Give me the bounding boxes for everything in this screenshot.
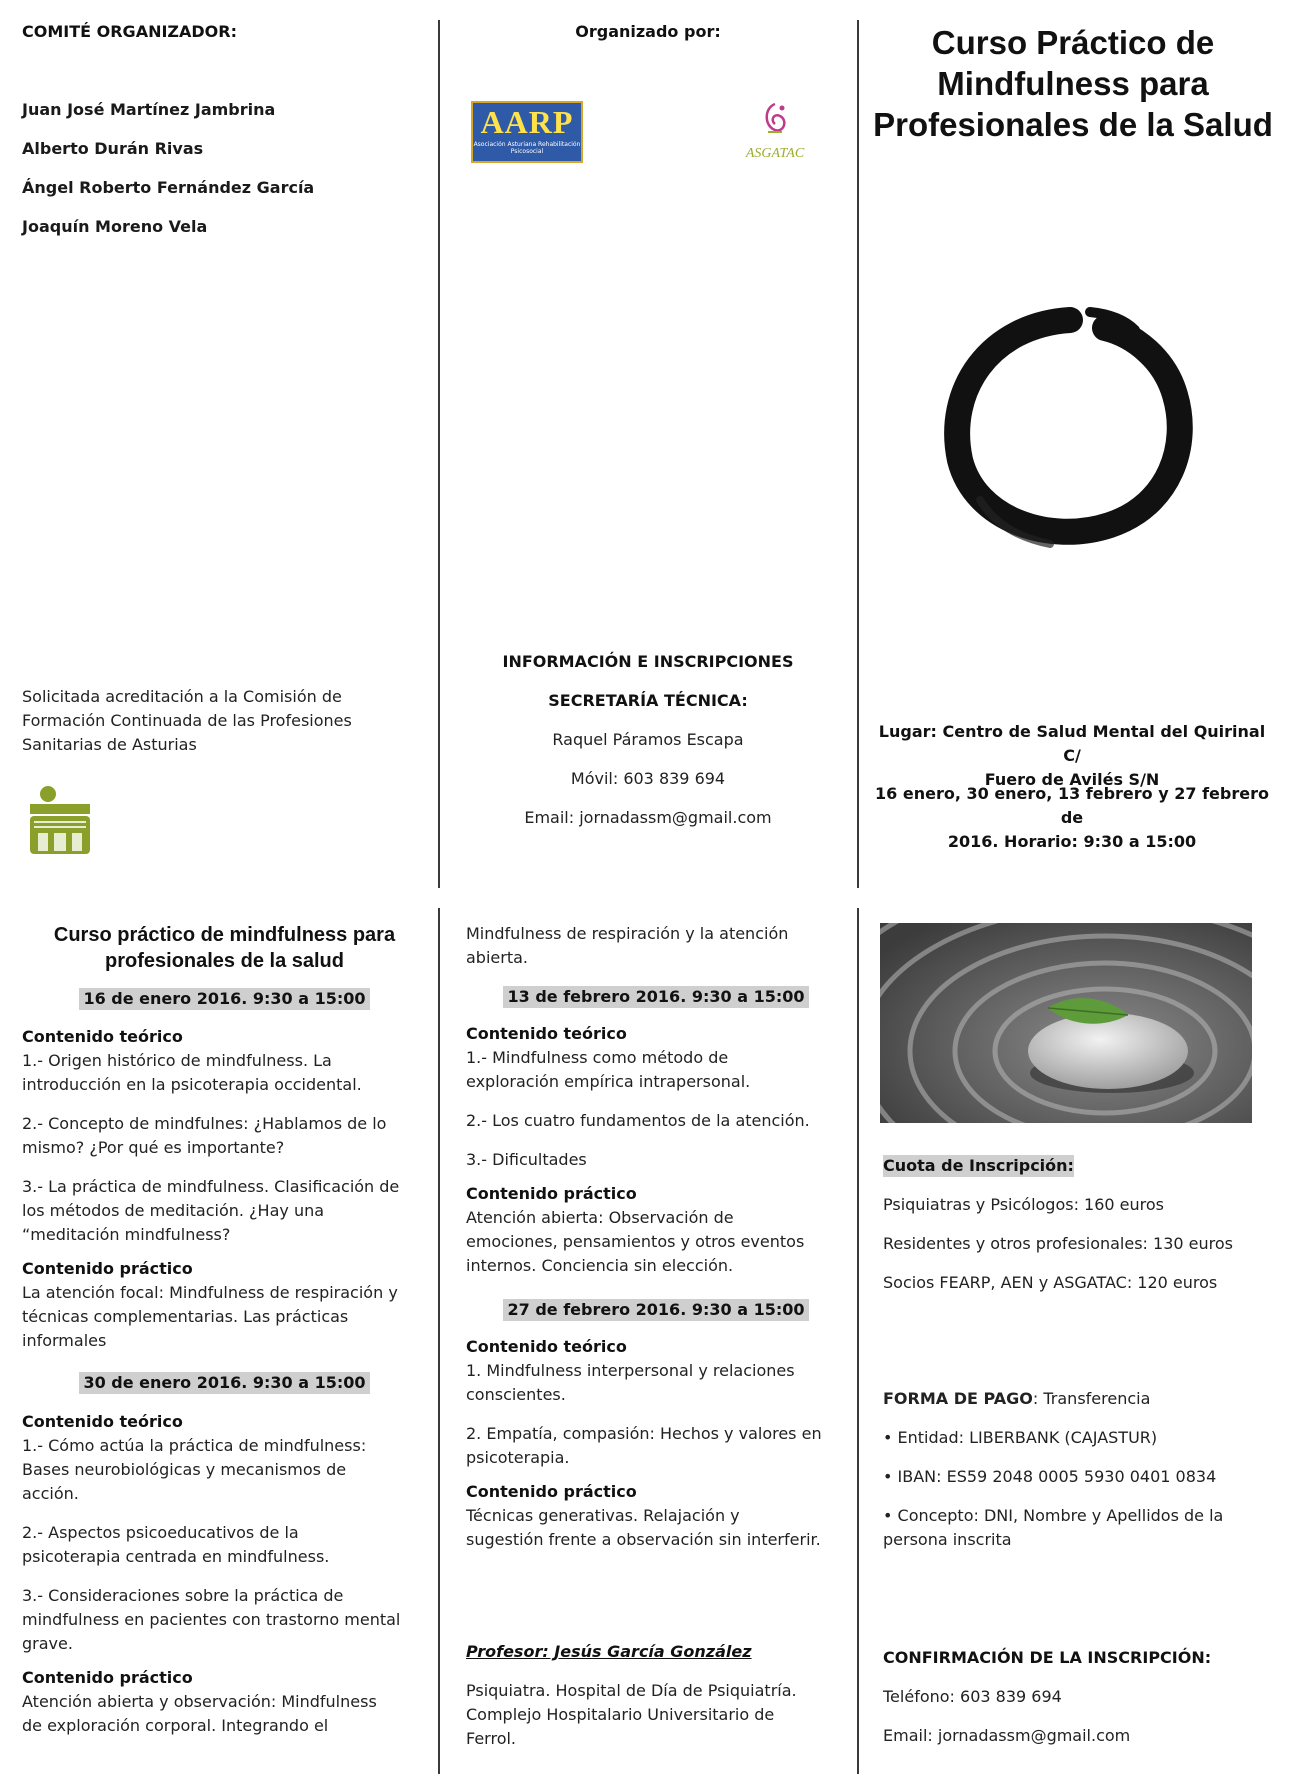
session-date bbox=[466, 986, 846, 1008]
enso-circle-image bbox=[920, 300, 1210, 560]
session-date bbox=[22, 1372, 427, 1394]
professor-name: Profesor: Jesús García González bbox=[466, 1642, 752, 1661]
content-line: abierta. bbox=[466, 948, 528, 967]
session-date bbox=[22, 988, 427, 1010]
aarp-logo-text: AARP bbox=[480, 104, 574, 140]
content-line: mismo? ¿Por qué es importante? bbox=[22, 1138, 285, 1157]
content-line: “meditación mindfulness? bbox=[22, 1225, 231, 1244]
content-line: Técnicas generativas. Relajación y bbox=[466, 1506, 740, 1525]
committee-title: COMITÉ ORGANIZADOR: bbox=[22, 22, 237, 41]
fee-line: Psiquiatras y Psicólogos: 160 euros bbox=[883, 1195, 1165, 1214]
secretaria-name: Raquel Páramos Escapa bbox=[552, 730, 744, 749]
confirmation-block bbox=[883, 1646, 1273, 1748]
content-line: internos. Conciencia sin elección. bbox=[466, 1256, 734, 1275]
fee-line: Socios FEARP, AEN y ASGATAC: 120 euros bbox=[883, 1273, 1218, 1292]
cover-title-line: Curso Práctico de bbox=[931, 24, 1215, 61]
asgatac-emblem-icon bbox=[758, 100, 792, 140]
content-line: los métodos de meditación. ¿Hay una bbox=[22, 1201, 325, 1220]
content-line: informales bbox=[22, 1331, 107, 1350]
payment-line: persona inscrita bbox=[883, 1530, 1012, 1549]
content-line: conscientes. bbox=[466, 1385, 566, 1404]
cover-title bbox=[868, 22, 1278, 145]
cover-title-line: Profesionales de la Salud bbox=[873, 106, 1273, 143]
professor-line: Complejo Hospitalario Universitario de bbox=[466, 1705, 775, 1724]
content-line: 3.- La práctica de mindfulness. Clasificación de bbox=[22, 1177, 400, 1196]
committee-member: Juan José Martínez Jambrina bbox=[22, 100, 276, 119]
section-heading: Contenido teórico bbox=[466, 1024, 627, 1043]
confirmation-email[interactable]: Email: jornadassm@gmail.com bbox=[883, 1726, 1131, 1745]
section-heading: Contenido teórico bbox=[22, 1027, 183, 1046]
content-line: sugestión frente a observación sin interferir. bbox=[466, 1530, 821, 1549]
accreditation-line: Solicitada acreditación a la Comisión de bbox=[22, 687, 342, 706]
section-heading: Contenido práctico bbox=[466, 1482, 637, 1501]
committee-member: Ángel Roberto Fernández García bbox=[22, 178, 315, 197]
course-dates bbox=[870, 782, 1274, 854]
column-divider bbox=[438, 20, 440, 888]
content-line: Atención abierta: Observación de bbox=[466, 1208, 734, 1227]
session-date bbox=[466, 1299, 846, 1321]
committee-member: Alberto Durán Rivas bbox=[22, 139, 204, 158]
payment-block bbox=[883, 1387, 1273, 1552]
venue-line bbox=[870, 720, 1274, 768]
course-dates-line: 16 enero, 30 enero, 13 febrero y 27 febrero de bbox=[875, 784, 1269, 827]
asgatac-logo bbox=[735, 100, 815, 170]
program-title-line: Curso práctico de mindfulness para bbox=[53, 924, 396, 946]
session-date-label: 16 de enero 2016. 9:30 a 15:00 bbox=[79, 988, 369, 1010]
confirmation-phone: Teléfono: 603 839 694 bbox=[883, 1687, 1062, 1706]
column-divider bbox=[857, 20, 859, 888]
content-line: 1.- Cómo actúa la práctica de mindfulness: bbox=[22, 1436, 367, 1455]
content-line: 1. Mindfulness interpersonal y relaciones bbox=[466, 1361, 795, 1380]
program-title-line: profesionales de la salud bbox=[105, 950, 344, 972]
secretaria-title: SECRETARÍA TÉCNICA: bbox=[548, 691, 748, 710]
payment-line: • IBAN: ES59 2048 0005 5930 0401 0834 bbox=[883, 1467, 1217, 1486]
section-heading: Contenido teórico bbox=[22, 1412, 183, 1431]
venue-text: Centro de Salud Mental del Quirinal C/ bbox=[942, 722, 1266, 765]
section-heading: Contenido práctico bbox=[22, 1259, 193, 1278]
asgatac-logo-text: ASGATAC bbox=[745, 146, 805, 161]
session-4-content bbox=[466, 1335, 846, 1552]
venue-label: Lugar: bbox=[878, 722, 937, 741]
professor-block bbox=[466, 1640, 846, 1751]
fee-line: Residentes y otros profesionales: 130 euros bbox=[883, 1234, 1233, 1253]
fees-title-label: Cuota de Inscripción: bbox=[883, 1156, 1074, 1175]
content-line: exploración empírica intrapersonal. bbox=[466, 1072, 751, 1091]
zen-stone-photo bbox=[880, 923, 1252, 1123]
session-date-label: 30 de enero 2016. 9:30 a 15:00 bbox=[79, 1372, 369, 1394]
cover-title-line: Mindfulness para bbox=[937, 65, 1209, 102]
info-title: INFORMACIÓN E INSCRIPCIONES bbox=[502, 652, 794, 671]
content-line: Mindfulness de respiración y la atención bbox=[466, 924, 789, 943]
session-date-label: 13 de febrero 2016. 9:30 a 15:00 bbox=[503, 986, 808, 1008]
content-line: 3.- Consideraciones sobre la práctica de bbox=[22, 1586, 344, 1605]
confirmation-title: CONFIRMACIÓN DE LA INSCRIPCIÓN: bbox=[883, 1648, 1212, 1667]
payment-title-line bbox=[883, 1387, 1273, 1411]
content-line: Bases neurobiológicas y mecanismos de bbox=[22, 1460, 347, 1479]
payment-method: : Transferencia bbox=[1032, 1389, 1151, 1408]
content-line: Atención abierta y observación: Mindfulness bbox=[22, 1692, 377, 1711]
content-line: psicoterapia. bbox=[466, 1448, 570, 1467]
column-divider bbox=[857, 908, 859, 1774]
accreditation-line: Formación Continuada de las Profesiones bbox=[22, 711, 352, 730]
section-heading: Contenido práctico bbox=[466, 1184, 637, 1203]
column-divider bbox=[438, 908, 440, 1774]
content-line: 2.- Concepto de mindfulnes: ¿Hablamos de lo bbox=[22, 1114, 387, 1133]
fees-title bbox=[883, 1154, 1273, 1178]
secretaria-mobile: Móvil: 603 839 694 bbox=[570, 769, 726, 788]
organizers-title: Organizado por: bbox=[575, 22, 721, 41]
content-line: 1.- Mindfulness como método de bbox=[466, 1048, 729, 1067]
content-line: 2.- Aspectos psicoeducativos de la bbox=[22, 1523, 299, 1542]
content-line: introducción en la psicoterapia occidental. bbox=[22, 1075, 362, 1094]
session-2-content bbox=[22, 1410, 427, 1738]
aarp-logo bbox=[471, 101, 583, 163]
venue-line: Fuero de Avilés S/N bbox=[984, 770, 1160, 789]
content-line: mindfulness en pacientes con trastorno mental bbox=[22, 1610, 401, 1629]
session-date-label: 27 de febrero 2016. 9:30 a 15:00 bbox=[503, 1299, 808, 1321]
content-line: 3.- Dificultades bbox=[466, 1150, 587, 1169]
section-heading: Contenido práctico bbox=[22, 1668, 193, 1687]
professor-line: Psiquiatra. Hospital de Día de Psiquiatría. bbox=[466, 1681, 797, 1700]
content-line: 2. Empatía, compasión: Hechos y valores en bbox=[466, 1424, 822, 1443]
professor-line: Ferrol. bbox=[466, 1729, 517, 1748]
content-line: técnicas complementarias. Las prácticas bbox=[22, 1307, 349, 1326]
content-line: 2.- Los cuatro fundamentos de la atención. bbox=[466, 1111, 810, 1130]
content-line: La atención focal: Mindfulness de respiración y bbox=[22, 1283, 398, 1302]
session-1-content bbox=[22, 1025, 427, 1353]
program-title bbox=[22, 922, 427, 974]
course-dates-line: 2016. Horario: 9:30 a 15:00 bbox=[947, 832, 1197, 851]
session-2-continued bbox=[466, 922, 846, 970]
payment-line: • Concepto: DNI, Nombre y Apellidos de la bbox=[883, 1506, 1224, 1525]
content-line: acción. bbox=[22, 1484, 79, 1503]
fees-block bbox=[883, 1154, 1273, 1295]
content-line: emociones, pensamientos y otros eventos bbox=[466, 1232, 805, 1251]
content-line: 1.- Origen histórico de mindfulness. La bbox=[22, 1051, 332, 1070]
accreditation-line: Sanitarias de Asturias bbox=[22, 735, 197, 754]
aarp-logo-subtitle: Asociación Asturiana Rehabilitación Psicosocial bbox=[473, 141, 581, 155]
sns-accreditation-logo bbox=[28, 785, 92, 857]
content-line: psicoterapia centrada en mindfulness. bbox=[22, 1547, 330, 1566]
committee-member: Joaquín Moreno Vela bbox=[22, 217, 208, 236]
secretaria-email[interactable]: Email: jornadassm@gmail.com bbox=[524, 808, 772, 827]
content-line: grave. bbox=[22, 1634, 73, 1653]
section-heading: Contenido teórico bbox=[466, 1337, 627, 1356]
payment-line: • Entidad: LIBERBANK (CAJASTUR) bbox=[883, 1428, 1158, 1447]
content-line: de exploración corporal. Integrando el bbox=[22, 1716, 329, 1735]
payment-title: FORMA DE PAGO bbox=[883, 1389, 1033, 1408]
session-3-content bbox=[466, 1022, 846, 1278]
